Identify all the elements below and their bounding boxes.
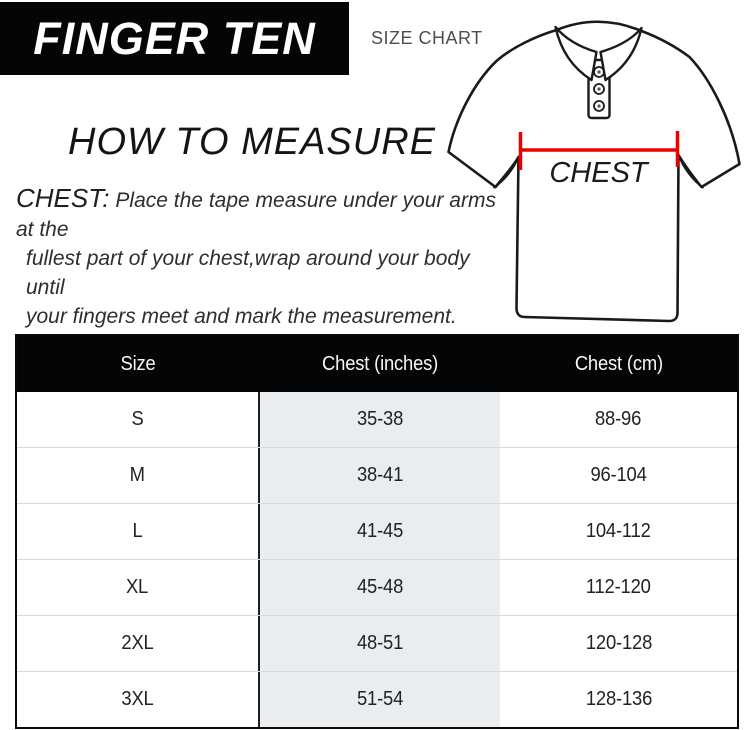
size-table-body [17,392,737,727]
cell-size: XL [17,560,260,615]
column-header-chest-cm: Chest (cm) [574,352,663,375]
chest-term-label: CHEST: [16,183,110,213]
cell-chest-cm: 88-96 [595,408,642,430]
cell-chest-cm: 112-120 [586,576,651,598]
instruction-line: your fingers meet and mark the measurement. [26,305,457,328]
shirt-button-hole [597,87,600,90]
cell-size: L [17,504,260,559]
cell-chest-cm: 120-128 [585,632,652,654]
cell-chest-inches: 35-38 [260,392,500,447]
cell-chest-inches: 51-54 [260,672,500,727]
size-chart-heading: SIZE CHART [371,28,483,48]
cell-chest-inches: 38-41 [260,448,500,503]
cell-chest-cm: 128-136 [585,688,652,710]
table-row-2xl [17,615,737,671]
column-header-chest-inches: Chest (inches) [321,352,439,375]
table-row-xl [17,559,737,615]
cell-size: M [17,448,260,503]
size-table [15,334,739,729]
cell-size: S [17,392,260,447]
brand-logo-text: FINGER TEN [33,12,316,64]
cell-chest-inches: 45-48 [260,560,500,615]
cell-chest-inches: 41-45 [260,504,500,559]
cell-chest-cm: 104-112 [586,520,651,542]
instruction-line [16,184,496,244]
size-table-header-row [17,336,737,392]
table-row-s [17,392,737,447]
cell-size: 2XL [17,616,260,671]
shirt-button-hole [597,70,600,73]
table-row-3xl [17,671,737,727]
shirt-button-hole [597,104,600,107]
chest-diagram-label: CHEST [549,157,648,189]
instruction-text: Place the tape measure under your arms at the [16,189,496,241]
table-row-m [17,447,737,503]
column-header-size: Size [120,352,157,375]
cell-size: 3XL [17,672,260,727]
how-to-measure-title: HOW TO MEASURE [68,121,436,163]
table-row-l [17,503,737,559]
cell-chest-cm: 96-104 [590,464,647,486]
instruction-line: fullest part of your chest,wrap around your body until [26,247,470,299]
measure-instructions [16,184,496,331]
cell-chest-inches: 48-51 [260,616,500,671]
brand-logo [0,2,349,75]
